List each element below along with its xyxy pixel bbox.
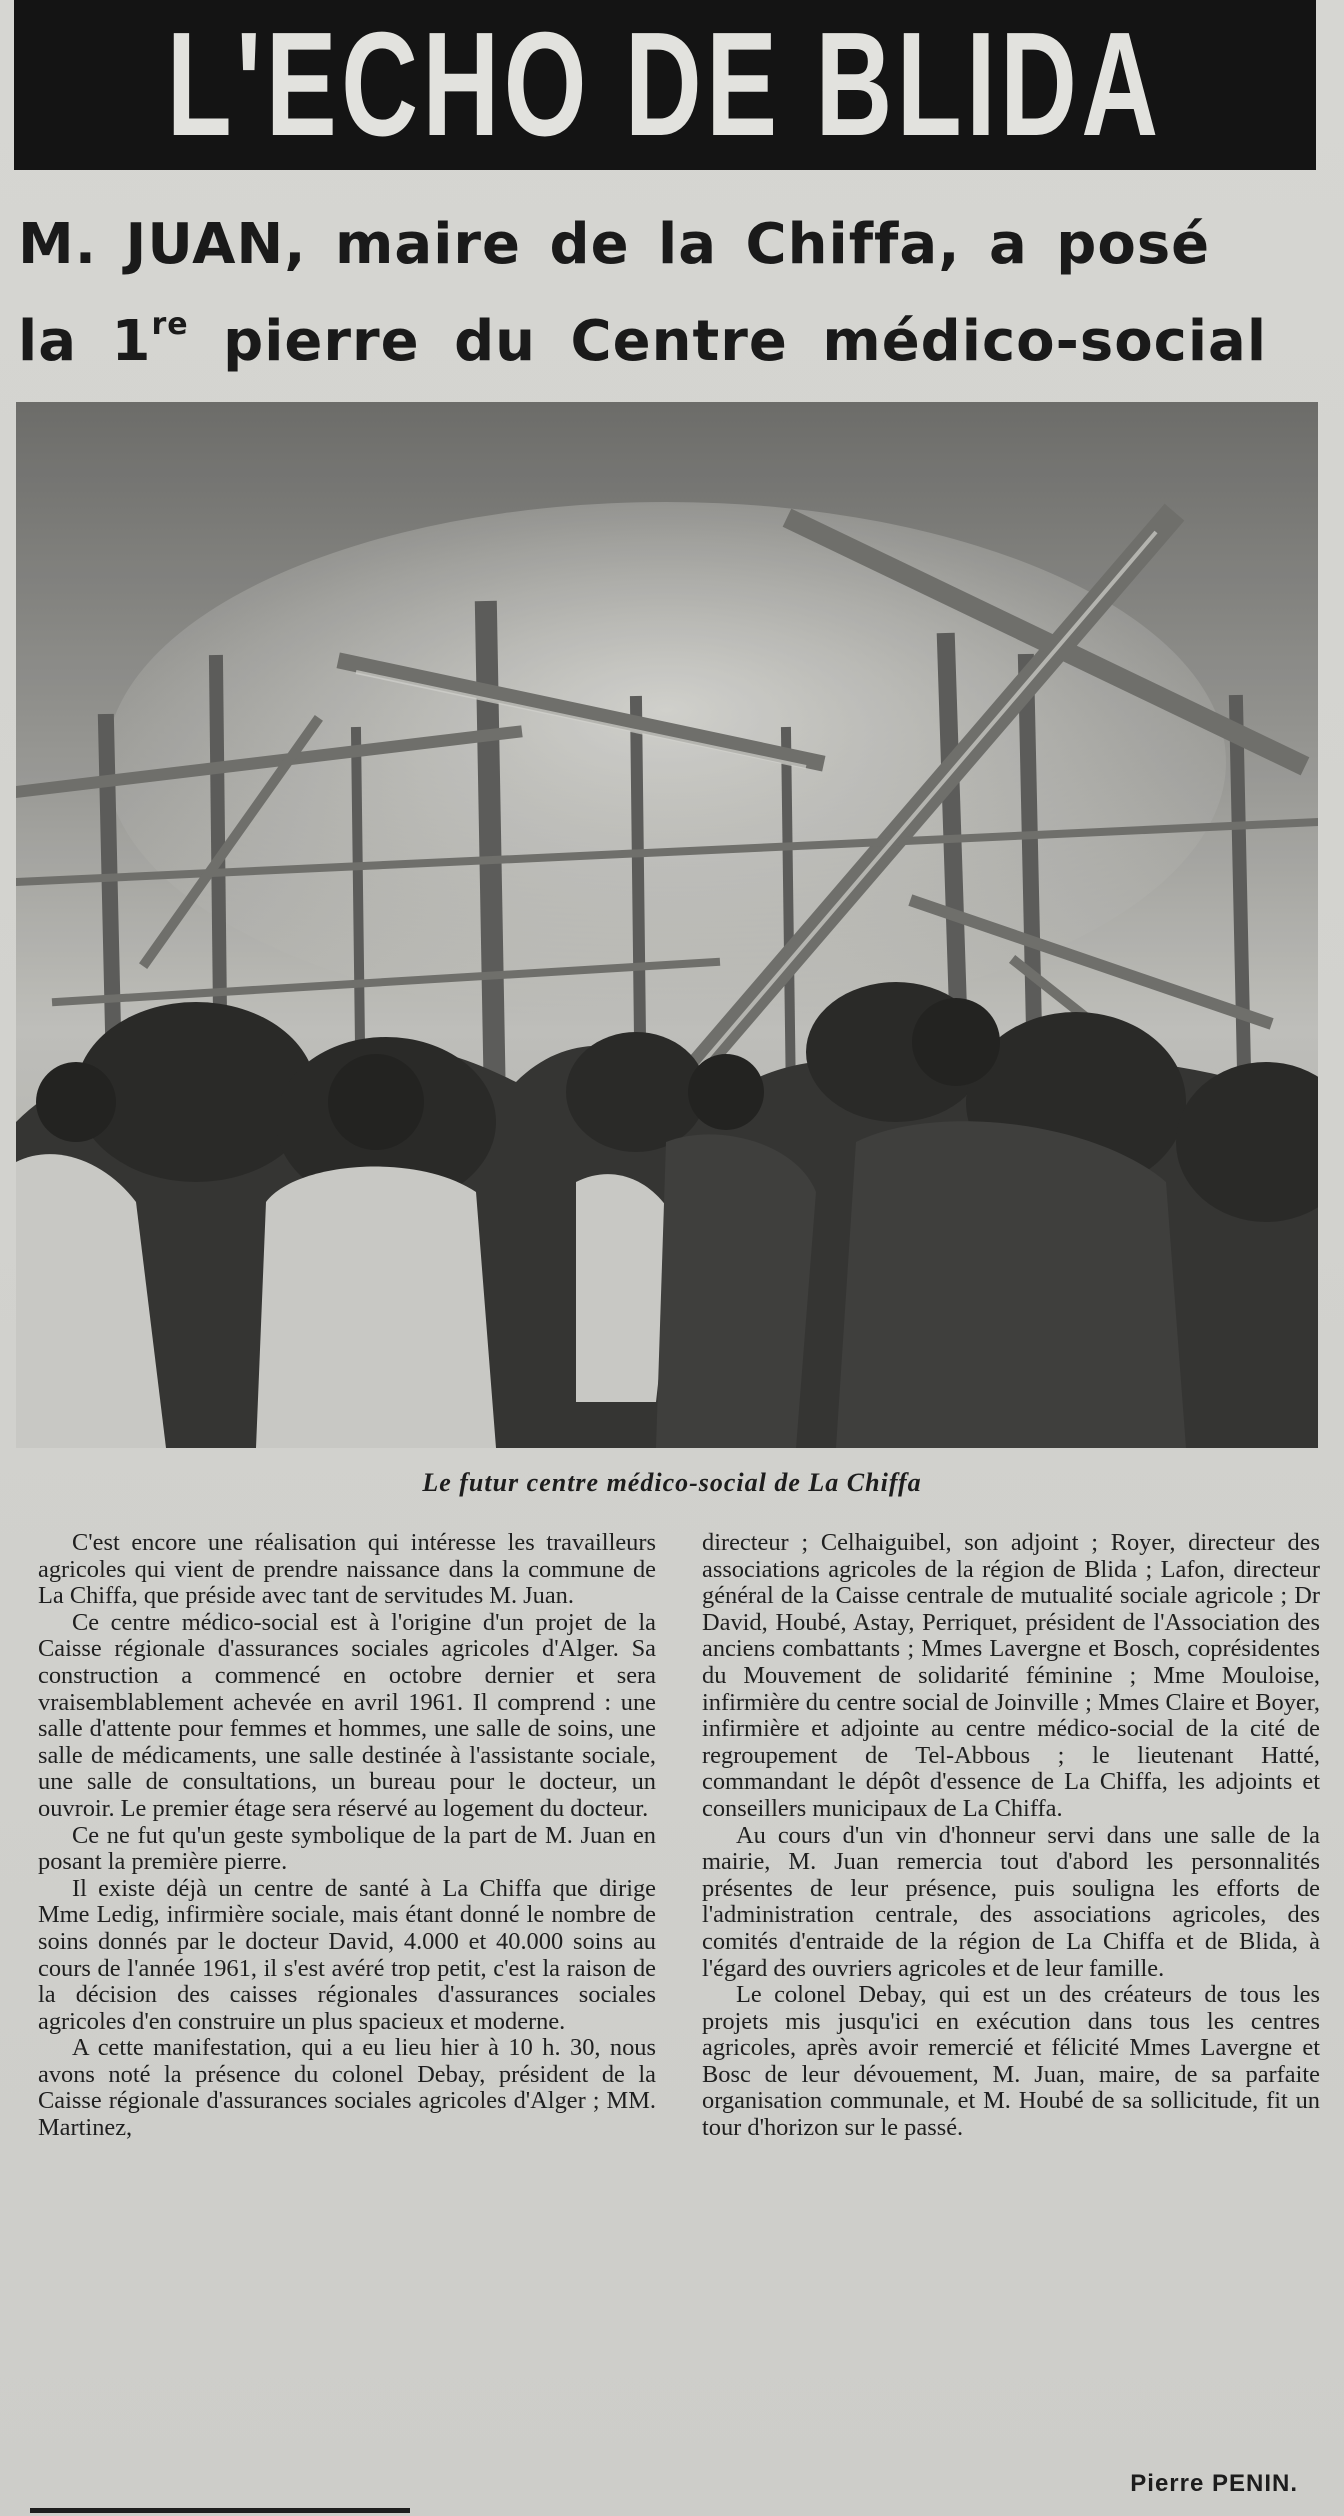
paragraph: A cette manifestation, qui a eu lieu hier à 10 h. 30, nous avons noté la présence du colonel Debay, président de la Caisse régionale d'assurances sociales agricoles d'Alger ; MM. Martinez, — [38, 2034, 656, 2142]
photo-caption: Le futur centre médico-social de La Chiffa — [422, 1468, 922, 1497]
author-signature: Pierre PENIN. — [1130, 2470, 1298, 2497]
construction-site-photo — [16, 402, 1318, 1448]
paragraph: Ce centre médico-social est à l'origine d'un projet de la Caisse régionale d'assurances sociales agricoles d'Alger. Sa construction a commencé en octobre dernier et sera vraisemblablement achevée en avril 1961. Il comprend : une salle d'attente pour femmes et hommes, une salle de soins, une salle de médicaments, une salle destinée à l'assistante sociale, une salle de consultations, un bureau pour le docteur, un ouvroir. Le premier étage sera réservé au logement du docteur. — [38, 1608, 656, 1822]
article-column-right — [702, 1530, 1320, 2142]
headline-line-2-end: pierre du Centre médico-social — [188, 309, 1268, 374]
paragraph: Le colonel Debay, qui est un des créateurs de tous les projets mis jusqu'ici en exécution dans tous les centres agricoles, après avoir remercié et félicité Mmes Lavergne et Bosc de leur dévouement, M. Juan, maire, de sa parfaite organisation communale, et M. Houbé de sa sollicitude, fit un tour d'horizon sur le passé. — [702, 1981, 1320, 2142]
paragraph: directeur ; Celhaiguibel, son adjoint ; Royer, directeur des associations agricoles de la région de Blida ; Lafon, directeur général de la Caisse centrale de mutualité sociale agricole ; Dr David, Houbé, Astay, Perriquet, président de l'Association des anciens combattants ; Mmes Lavergne et Bosch, coprésidentes du Mouvement de solidarité féminine ; Mme Mouloise, infirmière du centre social de Joinville ; Mmes Claire et Boyer, infirmière et adjointe au centre médico-social de la cité de regroupement de Tel-Abbous ; le lieutenant Hatté, commandant le dépôt d'essence de La Chiffa, les adjoints et conseillers municipaux de La Chiffa. — [702, 1529, 1320, 1822]
headline-ordinal-suffix: re — [151, 307, 189, 342]
masthead-title: L'ECHO DE BLIDA — [167, 2, 1163, 167]
headline-line-1: M. JUAN, maire de la Chiffa, a posé — [18, 212, 1211, 277]
paragraph: C'est encore une réalisation qui intéresse les travailleurs agricoles qui vient de prendre naissance dans la commune de La Chiffa, que préside avec tant de servitudes M. Juan. — [38, 1529, 656, 1610]
headline-line-2-start: la 1 — [18, 309, 152, 374]
headline-line-2 — [18, 285, 1318, 382]
masthead — [14, 0, 1316, 170]
article-photo — [16, 402, 1318, 1448]
paragraph: Au cours d'un vin d'honneur servi dans une salle de la mairie, M. Juan remercia tout d'abord les personnalités présentes de leur présence, puis souligna les efforts de l'administration centrale, des associations agricoles, des comités d'entraide de la région de La Chiffa et de Blida, à l'égard des ouvriers agricoles et de leur famille. — [702, 1821, 1320, 1982]
paragraph: Ce ne fut qu'un geste symbolique de la part de M. Juan en posant la première pierre. — [38, 1821, 656, 1876]
bottom-rule — [30, 2508, 410, 2513]
article-headline — [18, 205, 1318, 382]
article-column-left — [38, 1530, 656, 2142]
paragraph: Il existe déjà un centre de santé à La Chiffa que dirige Mme Ledig, infirmière sociale, mais étant donné le nombre de soins donnés par le docteur David, 4.000 et 40.000 soins au cours de l'année 1961, il s'est avéré trop petit, c'est la raison de la décision des caisses régionales d'assurances sociales agricoles d'en construire un plus spacieux et moderne. — [38, 1874, 656, 2035]
